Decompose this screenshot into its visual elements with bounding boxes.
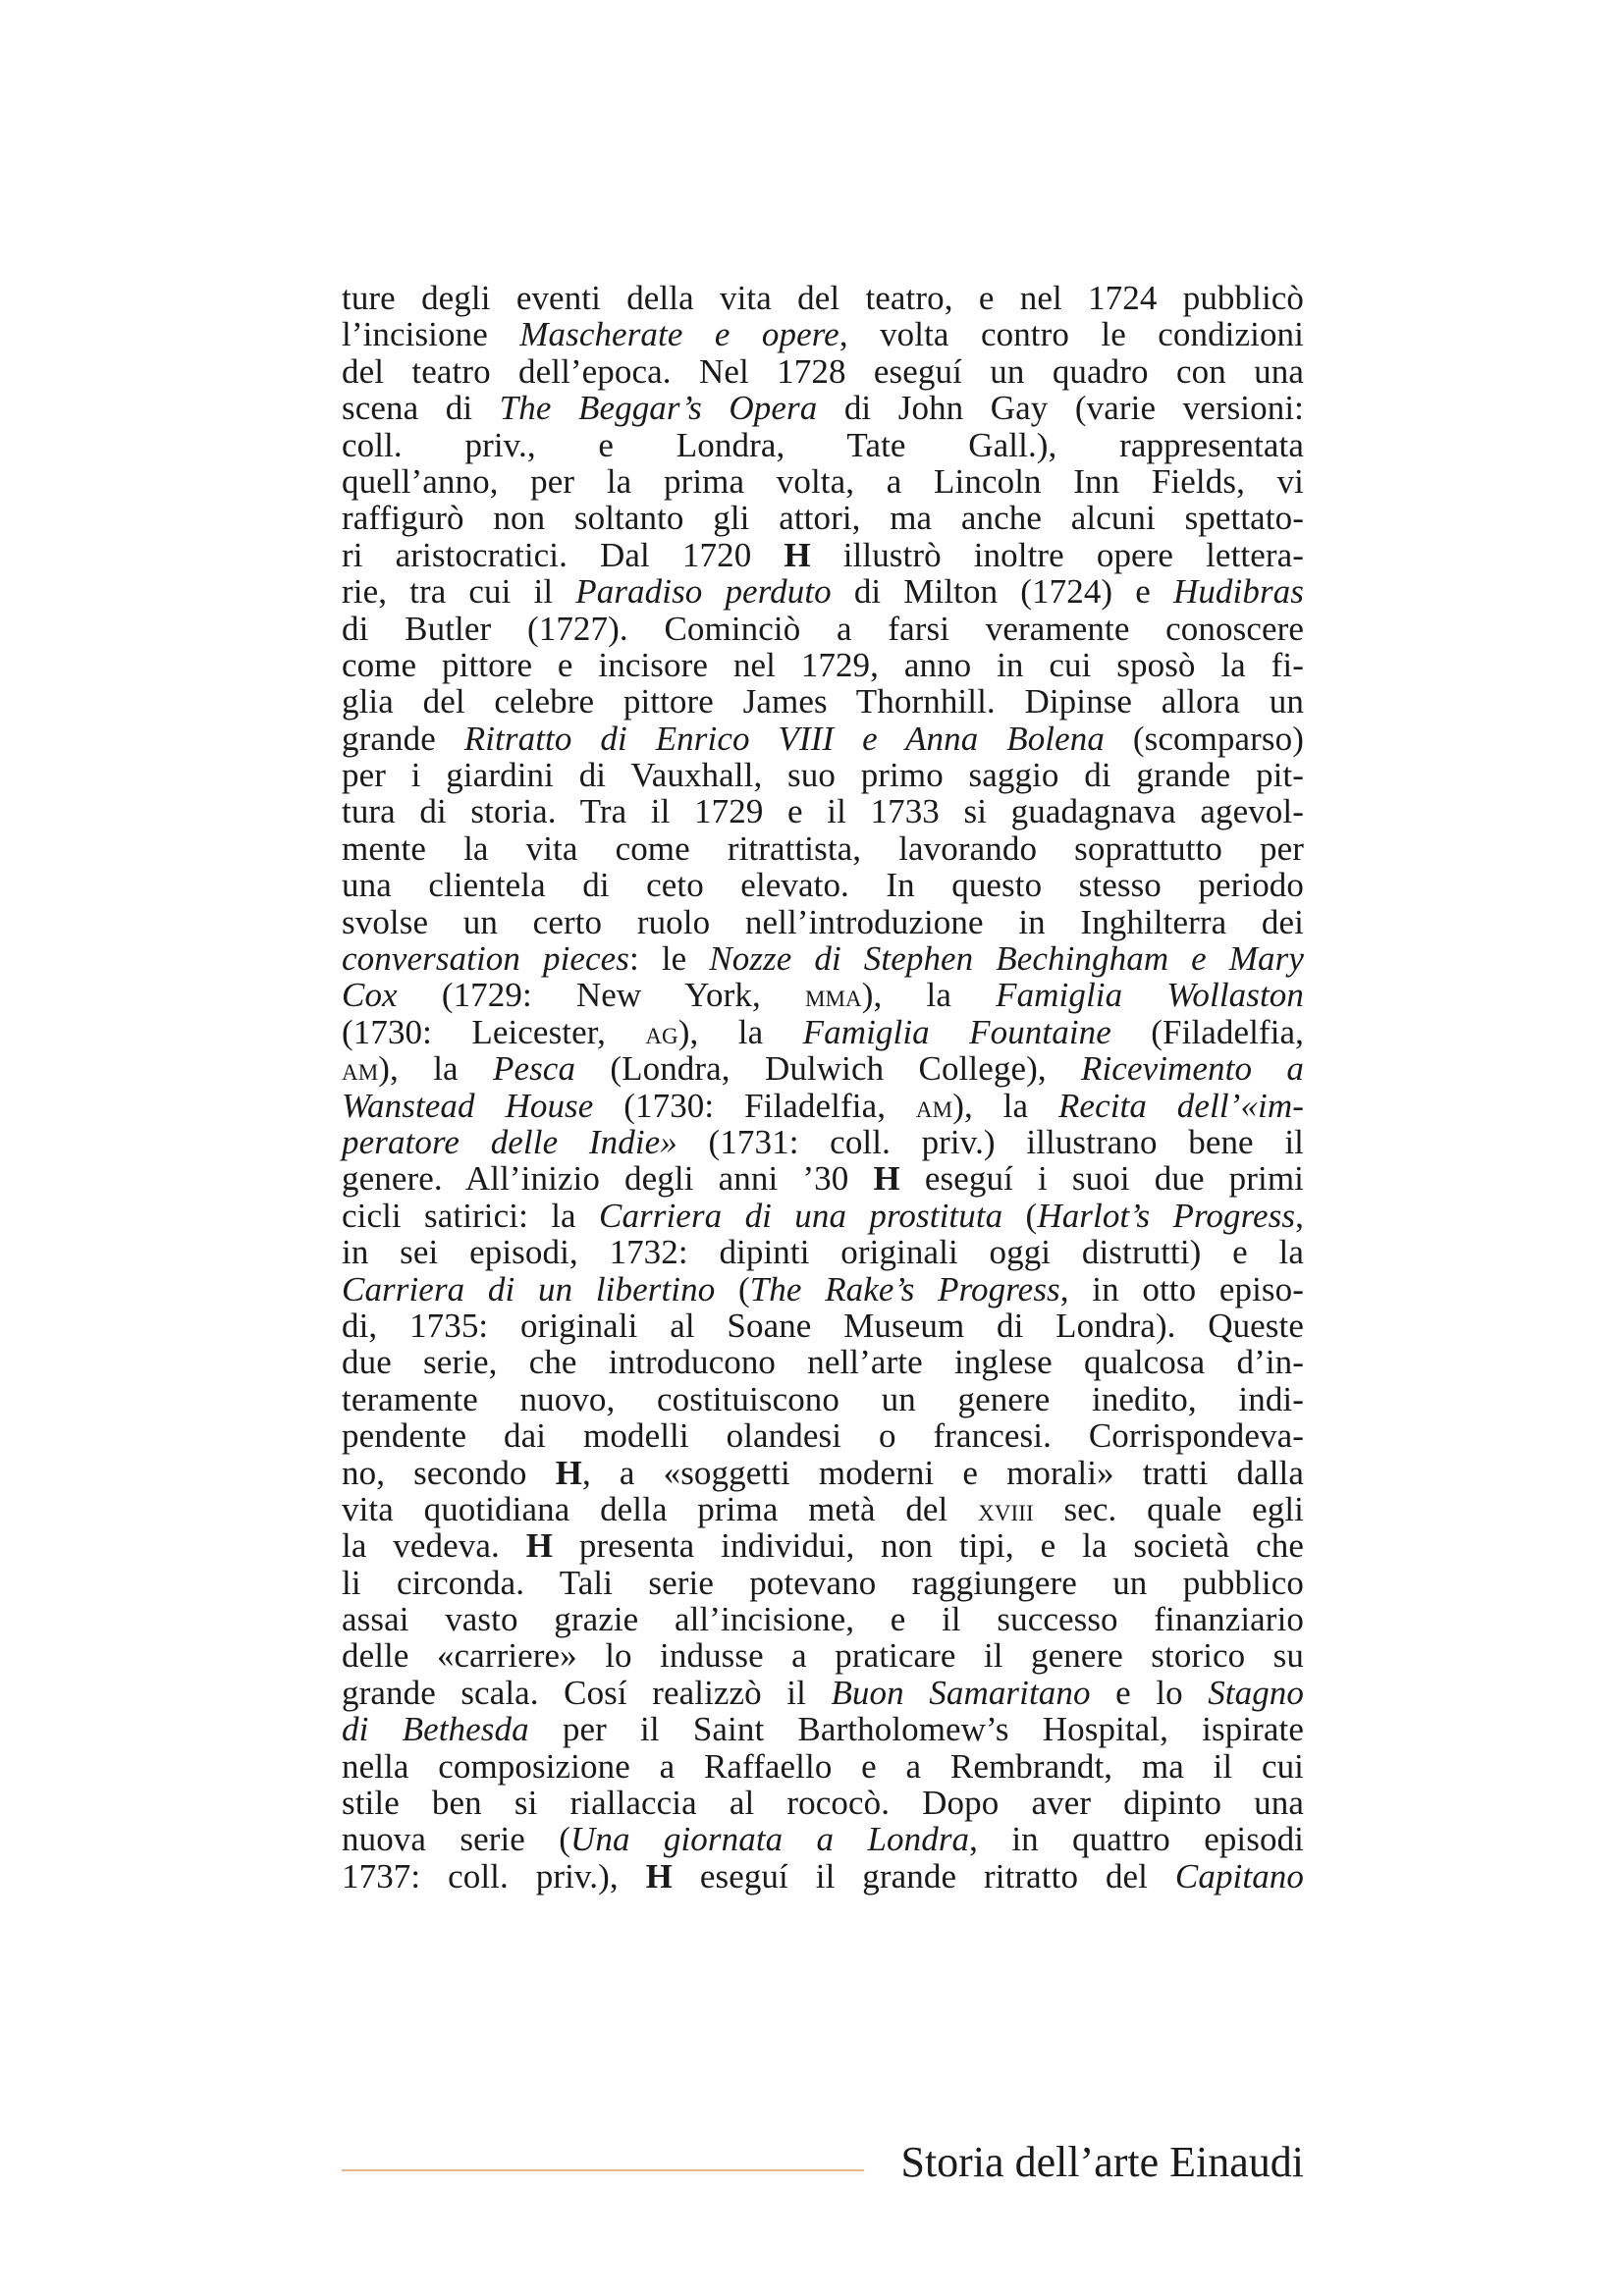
text-segment: pendente dai modelli olandesi o francesi. Corrispondeva- — [342, 1416, 1304, 1456]
text-line — [342, 1455, 1304, 1491]
text-line — [342, 1637, 1304, 1674]
text-segment: in sei episodi, 1732: dipinti originali oggi distrutti) e la — [342, 1233, 1304, 1272]
text-line — [342, 940, 1304, 977]
text-segment: ), la — [952, 1086, 1058, 1125]
italic-text: Capitano — [1174, 1856, 1304, 1896]
bold-text: H — [525, 1526, 554, 1566]
italic-text: Paradiso perduto — [575, 572, 832, 612]
italic-text: Stagno — [1208, 1673, 1305, 1712]
bold-text: H — [873, 1159, 900, 1199]
text-line — [342, 757, 1304, 793]
text-segment: (Londra, Dulwich College), — [575, 1049, 1081, 1089]
text-segment: ( — [715, 1269, 750, 1308]
text-segment: svolse un certo ruolo nell’introduzione in Inghilterra dei — [342, 902, 1304, 941]
small-caps-text: am — [342, 1051, 379, 1089]
text-line — [342, 1601, 1304, 1637]
text-segment: , in otto episo- — [1059, 1269, 1304, 1308]
text-segment: , volta contro le condizioni — [839, 315, 1304, 354]
text-segment: rie, tra cui il — [342, 572, 576, 612]
footer-rule — [342, 2169, 864, 2171]
italic-text: Cox — [342, 976, 398, 1015]
text-line — [342, 1381, 1304, 1417]
italic-text: Pesca — [492, 1049, 576, 1089]
text-line — [342, 1088, 1304, 1124]
text-segment: genere. All’inizio degli anni ’30 — [342, 1159, 874, 1199]
italic-text: peratore delle Indie» — [342, 1122, 677, 1161]
small-caps-text: ag — [645, 1014, 678, 1051]
text-segment: tura di storia. Tra il 1729 e il 1733 si guadagnava agevol- — [342, 792, 1304, 831]
text-segment: del teatro dell’epoca. Nel 1728 eseguí un quadro con una — [342, 351, 1304, 391]
text-line — [342, 573, 1304, 610]
italic-text: Famiglia Fountaine — [802, 1012, 1111, 1051]
text-line — [342, 353, 1304, 390]
text-line — [342, 1234, 1304, 1270]
text-segment: ture degli eventi della vita del teatro, e nel 1724 pubblicò — [342, 279, 1304, 317]
text-segment: (1730: Leicester, — [342, 1012, 646, 1051]
body-text — [342, 280, 1304, 1895]
italic-text: Recita dell’«im- — [1057, 1086, 1304, 1125]
text-segment: nuova serie ( — [342, 1820, 570, 1859]
text-line — [342, 1527, 1304, 1564]
text-segment: eseguí i suoi due primi — [899, 1159, 1305, 1199]
text-segment: ( — [1002, 1196, 1038, 1235]
text-line — [342, 904, 1304, 940]
text-line — [342, 611, 1304, 647]
text-segment: stile ben si riallaccia al rococò. Dopo aver dipinto una — [342, 1784, 1304, 1823]
text-segment: una clientela di ceto elevato. In questo stesso periodo — [342, 866, 1304, 905]
text-line — [342, 721, 1304, 757]
text-segment: di Butler (1727). Cominciò a farsi veramente conoscere — [342, 609, 1304, 648]
text-segment: (Filadelfia, — [1110, 1012, 1305, 1051]
italic-text: conversation pieces — [342, 939, 630, 979]
text-segment: ), la — [378, 1049, 493, 1089]
footer-title: Storia dell’arte Einaudi — [900, 2138, 1304, 2186]
italic-text: Ricevimento a — [1081, 1049, 1304, 1089]
text-line — [342, 463, 1304, 500]
text-line — [342, 1271, 1304, 1308]
text-segment: coll. priv., e Londra, Tate Gall.), rappresentata — [342, 425, 1304, 464]
text-segment: quell’anno, per la prima volta, a Lincoln Inn Fields, vi — [342, 461, 1304, 501]
text-line — [342, 647, 1304, 683]
italic-text: Buon Samaritano — [831, 1673, 1091, 1712]
text-segment: delle «carriere» lo indusse a praticare il genere storico su — [342, 1636, 1304, 1676]
text-segment: (1731: coll. priv.) illustrano bene il — [676, 1122, 1304, 1161]
text-segment: 1737: coll. priv.), — [342, 1856, 646, 1896]
text-segment: come pittore e incisore nel 1729, anno in cui sposò la fi- — [342, 645, 1304, 684]
text-line — [342, 1124, 1304, 1160]
text-line — [342, 1675, 1304, 1711]
small-caps-text: am — [915, 1088, 953, 1125]
text-segment: per i giardini di Vauxhall, suo primo saggio di grande pit- — [342, 756, 1304, 795]
text-line — [342, 867, 1304, 903]
small-caps-text: mma — [804, 978, 862, 1015]
italic-text: Famiglia Wollaston — [996, 976, 1304, 1015]
text-segment: , — [1295, 1196, 1304, 1235]
text-segment: due serie, che introducono nell’arte inglese qualcosa d’in- — [342, 1343, 1304, 1382]
text-segment: teramente nuovo, costituiscono un genere inedito, indi- — [342, 1379, 1304, 1418]
text-line — [342, 1308, 1304, 1344]
italic-text: The Beggar’s Opera — [499, 389, 818, 428]
text-segment: ), la — [677, 1012, 803, 1051]
text-segment: di Milton (1724) e — [831, 572, 1173, 612]
text-line — [342, 1344, 1304, 1380]
text-line — [342, 977, 1304, 1013]
italic-text: di Bethesda — [342, 1710, 529, 1749]
text-segment: ), la — [861, 976, 997, 1015]
bold-text: H — [784, 535, 811, 574]
text-line — [342, 280, 1304, 316]
text-line — [342, 1711, 1304, 1747]
text-segment: l’incisione — [342, 315, 520, 354]
text-line — [342, 1565, 1304, 1601]
text-segment: grande — [342, 719, 464, 758]
text-segment: nella composizione a Raffaello e a Rembrandt, ma il cui — [342, 1746, 1304, 1786]
italic-text: Hudibras — [1172, 572, 1304, 612]
small-caps-text: xviii — [978, 1491, 1034, 1528]
text-segment: glia del celebre pittore James Thornhill. Dipinse allora un — [342, 682, 1304, 721]
text-segment: grande scala. Cosí realizzò il — [342, 1673, 832, 1712]
text-segment: no, secondo — [342, 1453, 556, 1492]
text-line — [342, 1821, 1304, 1857]
text-line — [342, 830, 1304, 867]
text-line — [342, 316, 1304, 352]
text-segment: scena di — [342, 389, 500, 428]
text-line — [342, 390, 1304, 426]
bold-text: H — [555, 1453, 582, 1492]
text-segment: presenta individui, non tipi, e la società che — [553, 1526, 1304, 1566]
text-line — [342, 1858, 1304, 1895]
text-segment: illustrò inoltre opere lettera- — [810, 535, 1304, 574]
text-segment: , a «soggetti moderni e morali» tratti dalla — [581, 1453, 1305, 1492]
text-line — [342, 1491, 1304, 1527]
text-line — [342, 683, 1304, 720]
bold-text: H — [645, 1856, 673, 1896]
text-segment: mente la vita come ritrattista, lavorando soprattutto per — [342, 828, 1304, 868]
italic-text: Wanstead House — [342, 1086, 594, 1125]
italic-text: Ritratto di Enrico VIII e Anna Bolena — [463, 719, 1105, 758]
text-segment: vita quotidiana della prima metà del — [342, 1489, 979, 1528]
text-segment: per il Saint Bartholomew’s Hospital, ispirate — [528, 1710, 1304, 1749]
text-segment: e lo — [1090, 1673, 1209, 1712]
page-footer — [342, 2138, 1304, 2187]
text-line — [342, 500, 1304, 536]
text-segment: di, 1735: originali al Soane Museum di Londra). Queste — [342, 1306, 1304, 1345]
text-line — [342, 1748, 1304, 1785]
text-line — [342, 427, 1304, 463]
text-segment: , in quattro episodi — [969, 1820, 1305, 1859]
text-segment: assai vasto grazie all’incisione, e il successo finanziario — [342, 1600, 1304, 1639]
text-line — [342, 793, 1304, 829]
italic-text: Carriera di un libertino — [342, 1269, 716, 1308]
italic-text: Nozze di Stephen Bechingham e Mary — [709, 939, 1304, 979]
text-segment: ri aristocratici. Dal 1720 — [342, 535, 784, 574]
text-segment: (1730: Filadelfia, — [593, 1086, 916, 1125]
text-segment: la vedeva. — [342, 1526, 526, 1566]
text-segment: li circonda. Tali serie potevano raggiungere un pubblico — [342, 1563, 1304, 1602]
italic-text: Mascherate e opere — [519, 315, 839, 354]
text-line — [342, 537, 1304, 573]
text-line — [342, 1198, 1304, 1234]
text-segment: (1729: New York, — [397, 976, 805, 1015]
italic-text: Una giornata a Londra — [569, 1820, 970, 1859]
text-line — [342, 1014, 1304, 1050]
italic-text: Carriera di una prostituta — [599, 1196, 1003, 1235]
text-segment: eseguí il grande ritratto del — [672, 1856, 1175, 1896]
text-segment: di John Gay (varie versioni: — [817, 389, 1304, 428]
text-line — [342, 1785, 1304, 1821]
text-segment: cicli satirici: la — [342, 1196, 599, 1235]
italic-text: Harlot’s Progress — [1037, 1196, 1296, 1235]
text-segment: : le — [629, 939, 710, 979]
text-line — [342, 1417, 1304, 1454]
italic-text: The Rake’s Progress — [749, 1269, 1060, 1308]
text-line — [342, 1160, 1304, 1197]
text-segment: (scomparso) — [1104, 719, 1304, 758]
text-line — [342, 1050, 1304, 1087]
text-segment: raffigurò non soltanto gli attori, ma anche alcuni spettato- — [342, 499, 1304, 538]
text-segment: sec. quale egli — [1033, 1489, 1304, 1528]
